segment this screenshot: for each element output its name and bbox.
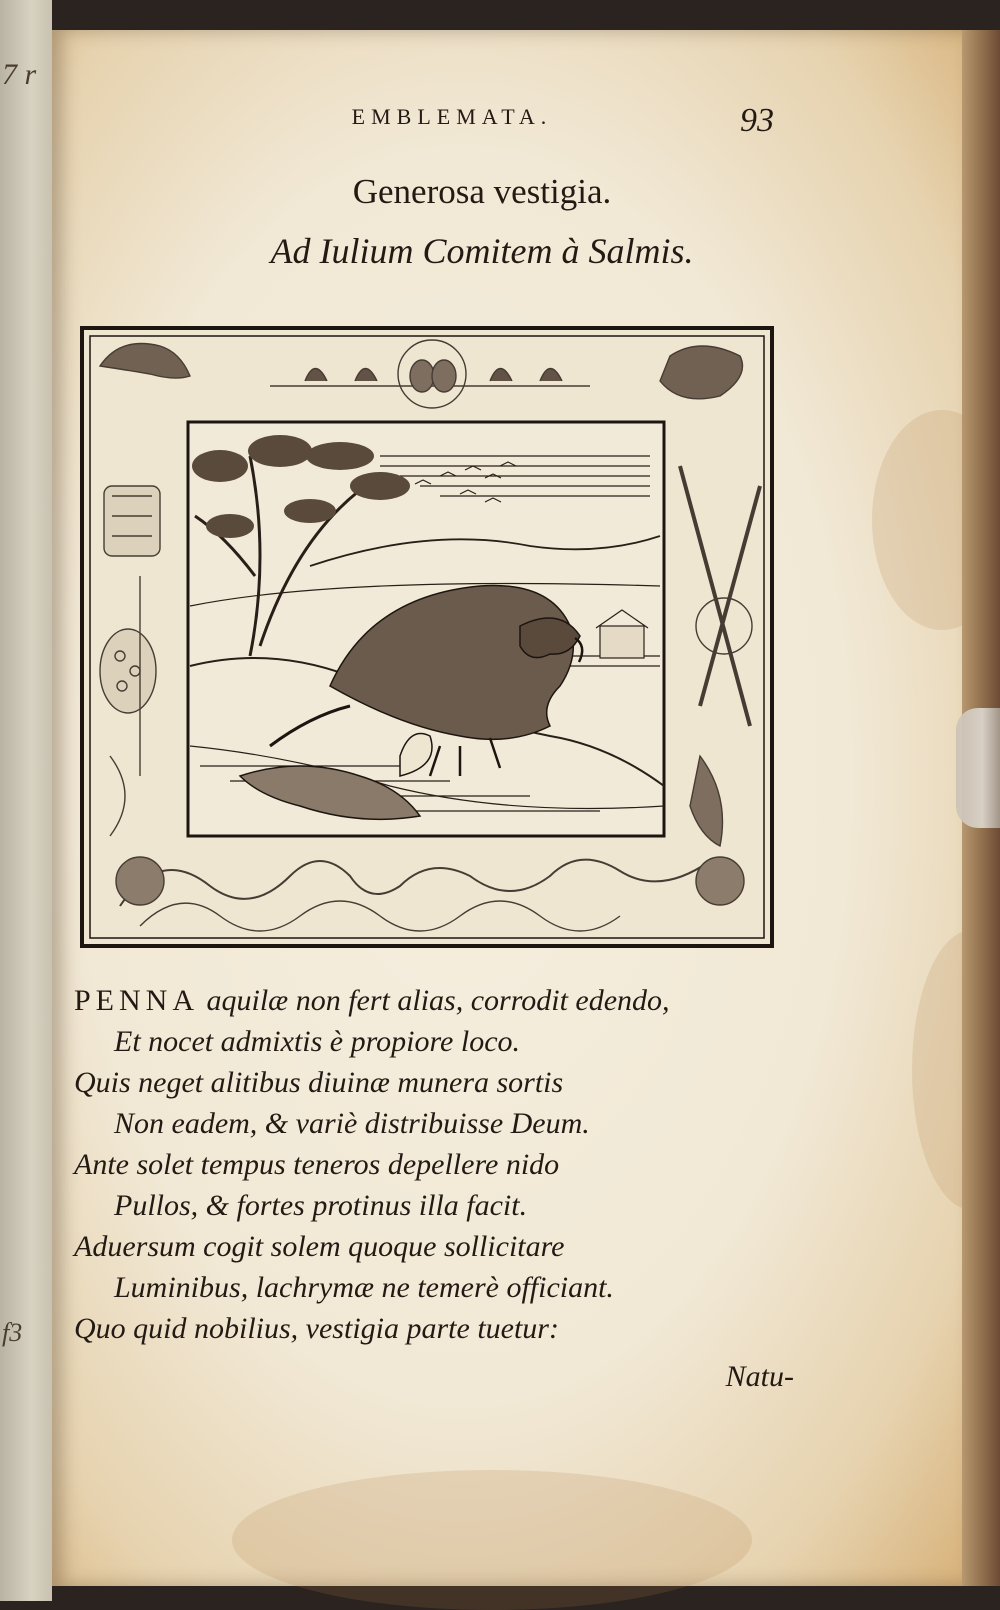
page-number: 93	[740, 102, 774, 139]
verse-lead-word: PENNA	[74, 984, 200, 1017]
verse-line-7: Aduersum cogit solem quoque sollicitare	[74, 1230, 565, 1263]
margin-note-bottom: f3	[2, 1318, 23, 1347]
verse-line-2: Et nocet admixtis è propiore loco.	[114, 1025, 521, 1058]
margin-note-top: 7 r	[2, 58, 37, 91]
emblem-verse	[74, 980, 794, 1349]
emblem-dedication: Ad Iulium Comitem à Salmis.	[270, 231, 694, 271]
catchword: Natu-	[725, 1360, 794, 1393]
emblem-motto: Generosa vestigia.	[352, 172, 612, 211]
verse-line-5: Ante solet tempus teneros depellere nido	[74, 1148, 560, 1181]
running-head: EMBLEMATA.	[351, 104, 553, 129]
verse-line-8: Luminibus, lachrymæ ne temerè officiant.	[114, 1271, 614, 1304]
book-page	[52, 30, 964, 1586]
verse-line-3: Quis neget alitibus diuinæ munera sortis	[74, 1066, 564, 1099]
eagle-woodcut-illustration	[80, 326, 774, 948]
verse-line-4: Non eadem, & variè distribuisse Deum.	[114, 1107, 590, 1140]
page-clip	[956, 708, 1000, 828]
verse-line-1: PENNA aquilæ non fert alias, corrodit edendo,	[74, 984, 670, 1017]
facing-page-edge	[0, 0, 52, 1601]
verse-line-9: Quo quid nobilius, vestigia parte tuetur:	[74, 1312, 559, 1345]
verse-line-6: Pullos, & fortes protinus illa facit.	[114, 1189, 528, 1222]
